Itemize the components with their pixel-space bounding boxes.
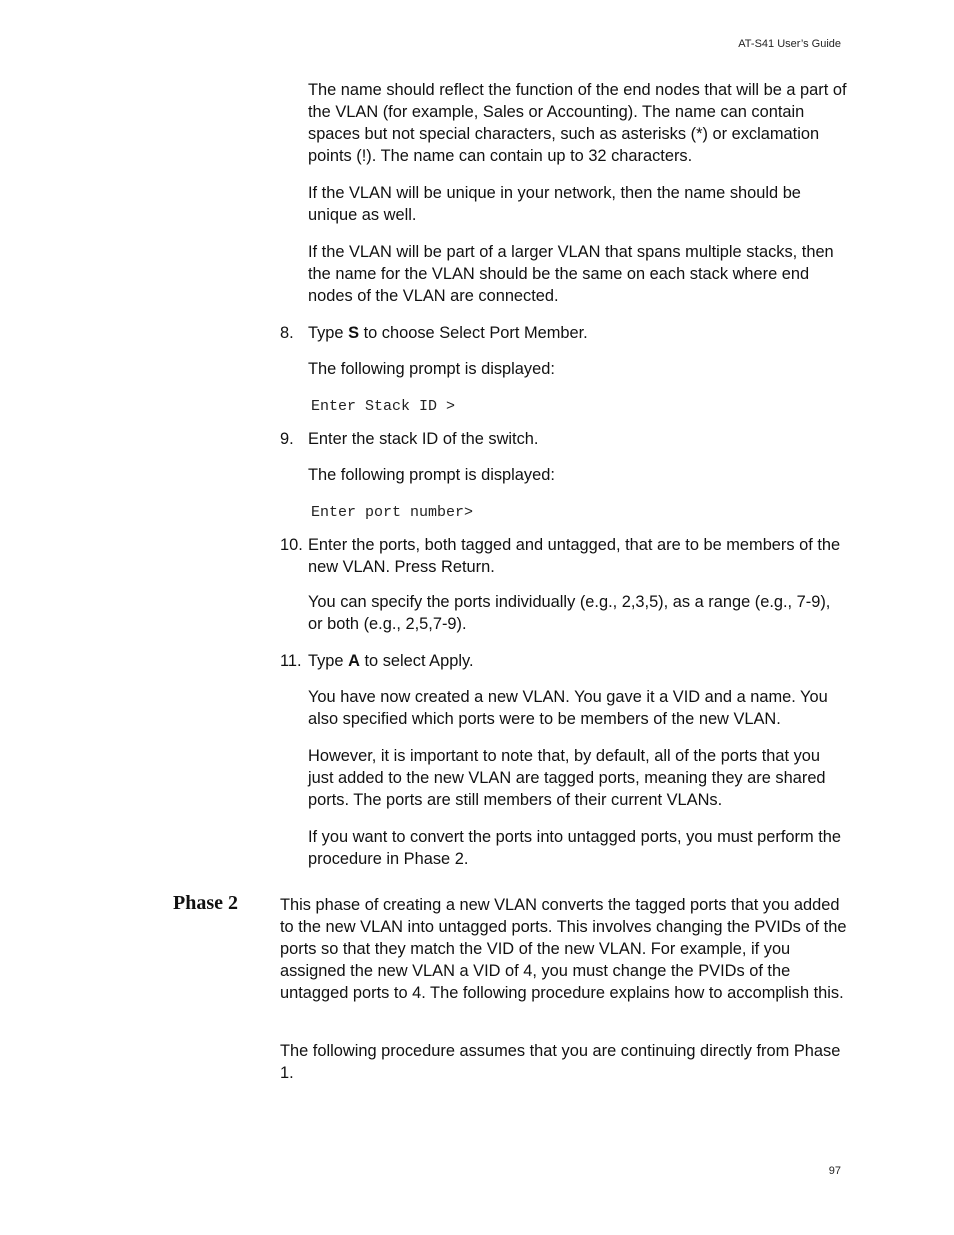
step-11-text [308, 650, 848, 672]
paragraph-vlan-name: The name should reflect the function of the end nodes that will be a part of the VLAN (for example, Sales or Accounting). The name can contain spaces but not special characters, such as asterisks (*) or exclamation points (!). The name can contain up to 32 characters. [308, 81, 847, 165]
paragraph-tagged-note: However, it is important to note that, by default, all of the ports that you just added to the new VLAN are tagged ports, meaning they are shared ports. The ports are still members of their current VLANs. [308, 747, 826, 809]
paragraph-specify-ports: You can specify the ports individually (e.g., 2,3,5), as a range (e.g., 7-9), or both (e.g., 2,5,7-9). [308, 593, 831, 633]
section-heading-phase-2: Phase 2 [173, 892, 238, 914]
step-number-9: 9. [280, 430, 294, 448]
page-number: 97 [828, 1165, 841, 1177]
paragraph-unique-name: If the VLAN will be unique in your network, then the name should be unique as well. [308, 184, 801, 224]
paragraph-larger-vlan: If the VLAN will be part of a larger VLAN that spans multiple stacks, then the name for the VLAN should be the same on each stack where end nodes of the VLAN are connected. [308, 243, 834, 305]
step-9-text: Enter the stack ID of the switch. [308, 430, 539, 448]
running-header: AT-S41 User’s Guide [738, 38, 841, 50]
step-8-pre: Type [308, 324, 349, 342]
step-11-pre: Type [308, 652, 349, 670]
prompt-note-1: The following prompt is displayed: [308, 360, 555, 378]
step-8-key: S [348, 324, 360, 342]
step-number-10: 10. [280, 536, 303, 554]
paragraph-convert-ports: If you want to convert the ports into untagged ports, you must perform the procedure in Phase 2. [308, 828, 841, 868]
code-enter-port-number: Enter port number> [311, 504, 474, 521]
paragraph-phase-2-assumption: The following procedure assumes that you are continuing directly from Phase 1. [280, 1042, 841, 1082]
step-8-post: to choose Select Port Member. [359, 324, 588, 342]
paragraph-vlan-created: You have now created a new VLAN. You gave it a VID and a name. You also specified which ports were to be members of the new VLAN. [308, 688, 828, 728]
code-enter-stack-id: Enter Stack ID > [311, 398, 456, 415]
step-number-8: 8. [280, 324, 294, 342]
step-11-key: A [348, 652, 360, 670]
step-number-11: 11. [280, 652, 302, 670]
paragraph-phase-2-intro: This phase of creating a new VLAN converts the tagged ports that you added to the new VLAN into untagged ports. This involves changing the PVIDs of the ports so that they match the VID of the new VLAN. For example, if you assigned the new VLAN a VID of 4, you must change the PVIDs of the untagged ports to 4. The following procedure explains how to accomplish this. [280, 896, 847, 1002]
step-8-text [308, 322, 848, 344]
step-11-post: to select Apply. [359, 652, 474, 670]
prompt-note-2: The following prompt is displayed: [308, 466, 555, 484]
step-10-text: Enter the ports, both tagged and untagged, that are to be members of the new VLAN. Press Return. [308, 536, 841, 576]
